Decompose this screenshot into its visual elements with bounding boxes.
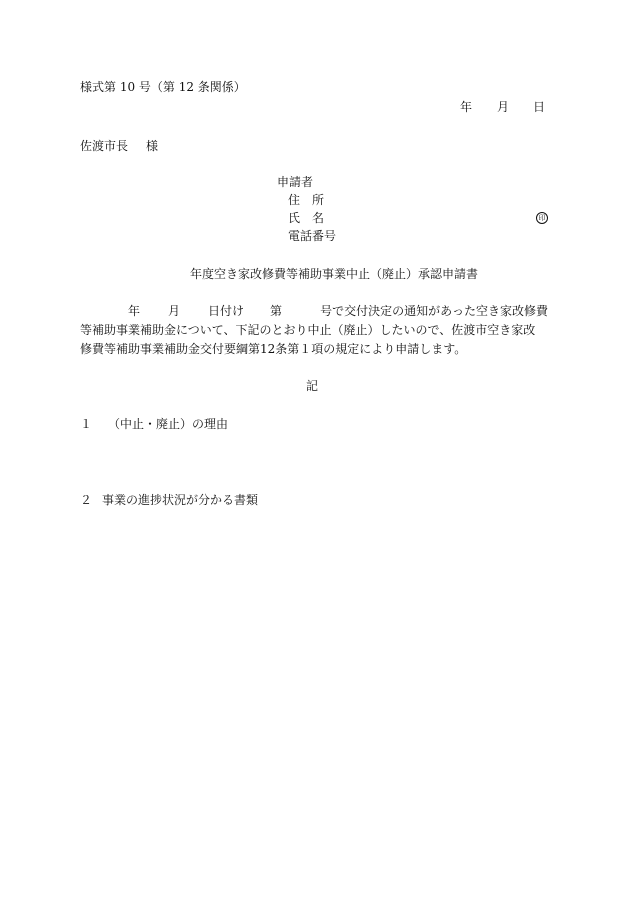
date-year-label: 年 [460,100,473,114]
body-line-3: 修費等補助事業補助金交付要綱第12条第１項の規定により申請します。 [80,342,467,356]
list-item [80,416,228,432]
document-title: 年度空き家改修費等補助事業中止（廃止）承認申請書 [190,267,479,281]
applicant-label: 申請者 [277,175,314,189]
date-month-label: 月 [497,100,510,114]
item-text: （中止・廃止）の理由 [108,417,229,431]
list-item [80,492,258,508]
item-number: ２ [80,493,93,507]
body-month: 月 [168,304,181,318]
body-year: 年 [128,304,141,318]
body-line-2: 等補助事業補助金について、下記のとおり中止（廃止）したいので、佐渡市空き家改 [80,323,536,337]
form-number: 様式第 10 号（第 12 条関係） [80,80,246,94]
body-dated: 日付け [208,304,245,318]
item-number: １ [80,417,93,431]
seal-mark-icon: 印 [536,212,548,224]
applicant-address-label: 住 所 [288,193,325,207]
applicant-name-label: 氏 名 [288,211,325,225]
body-line-1 [80,302,555,321]
addressee-name: 佐渡市長 [80,139,129,153]
item-text: 事業の進捗状況が分かる書類 [102,493,259,507]
applicant-phone-label: 電話番号 [288,229,337,243]
addressee-honorific: 様 [146,139,159,153]
body-paragraph [80,302,555,359]
date-day-label: 日 [533,100,546,114]
addressee [80,138,158,154]
body-dai: 第 [270,304,283,318]
ki-heading: 記 [306,379,319,393]
body-line-1-rest: 号で交付決定の通知があった空き家改修費 [320,304,548,318]
